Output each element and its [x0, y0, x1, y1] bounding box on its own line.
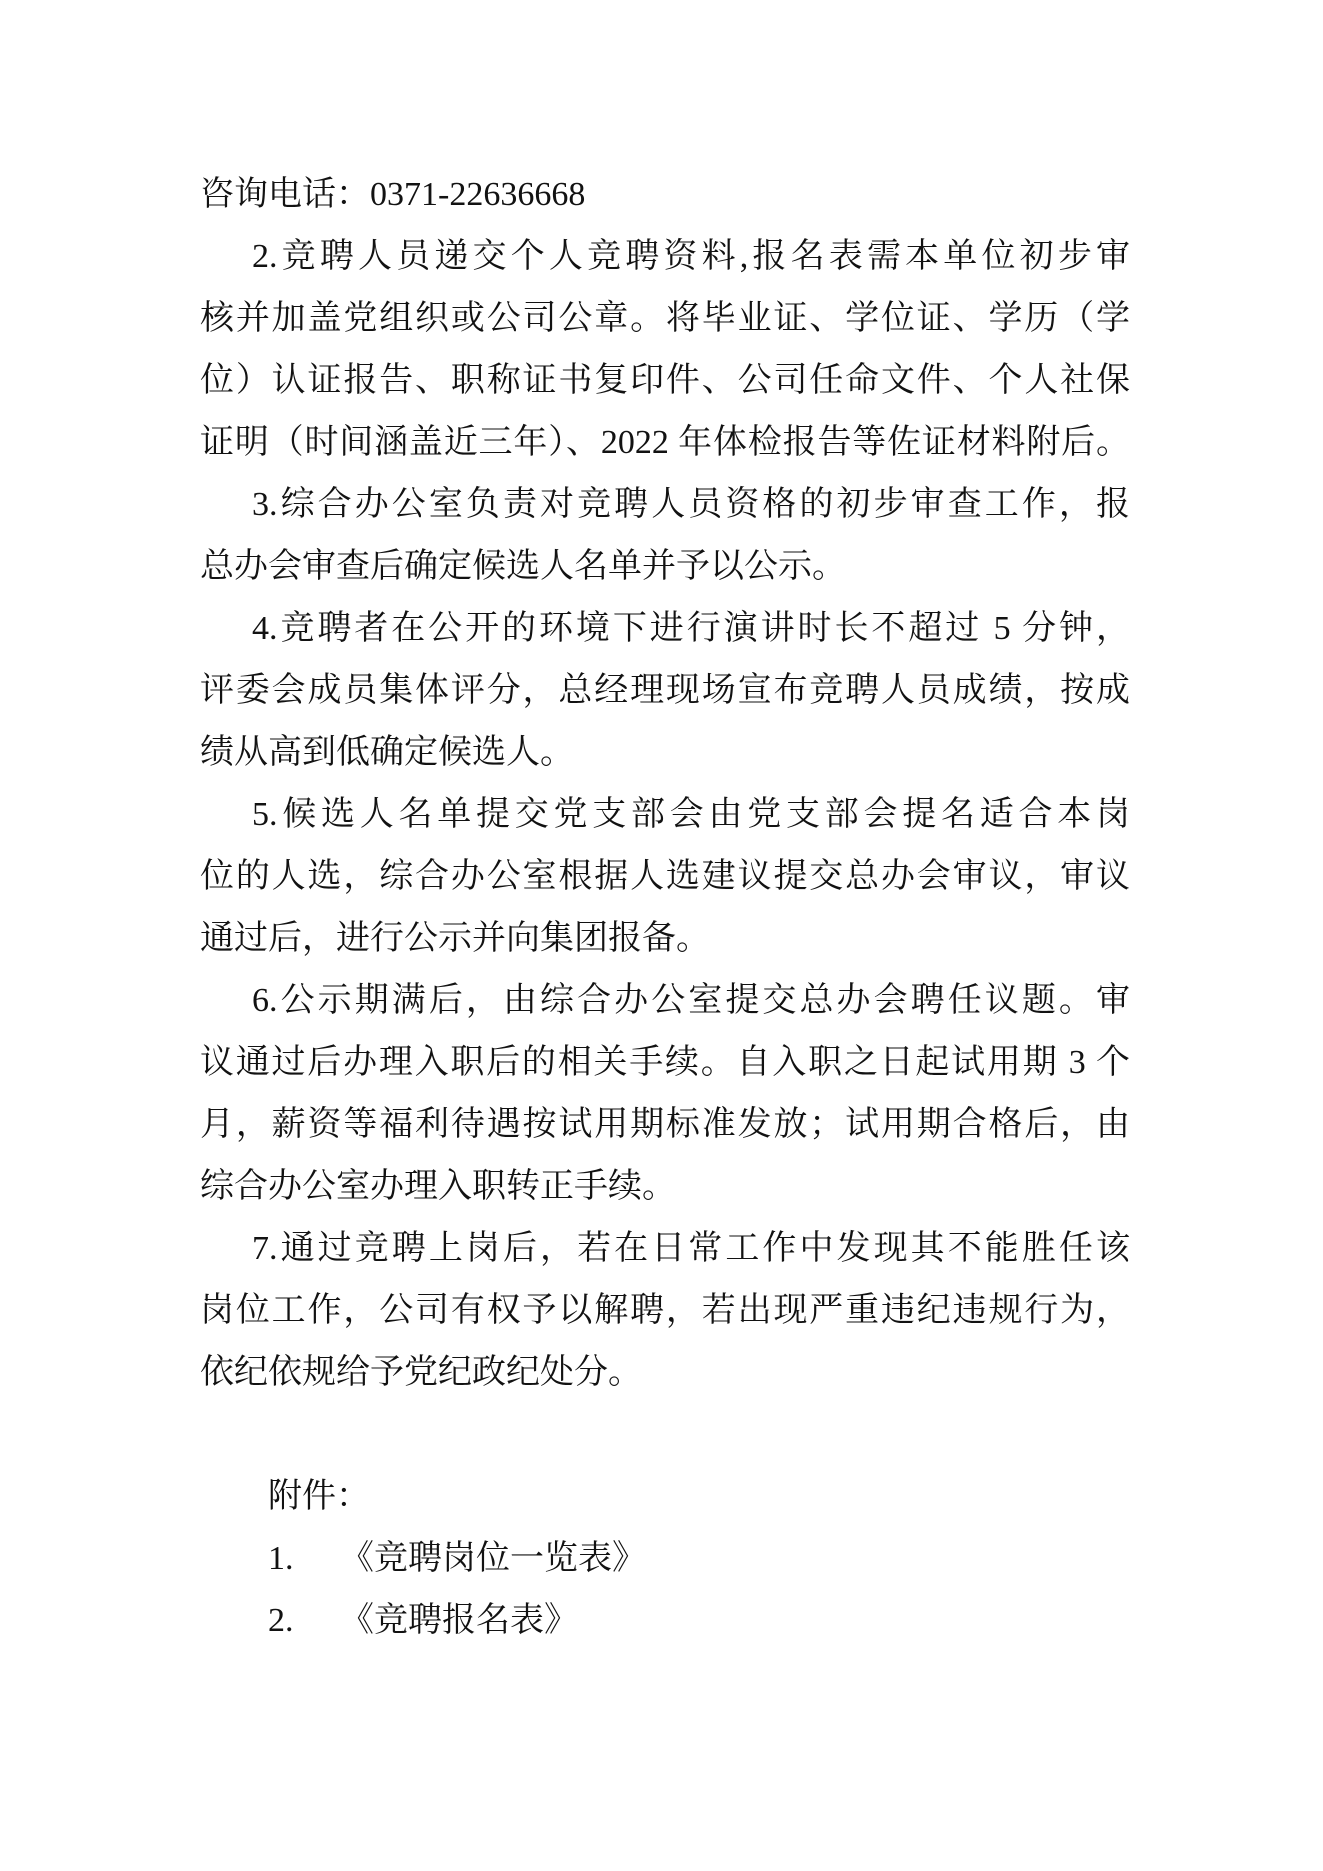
- text-line: 综合办公室办理入职转正手续。: [200, 1168, 676, 1205]
- text-line: 月，薪资等福利待遇按试用期标准发放；试用期合格后，由: [200, 1106, 1130, 1143]
- text-line: 核并加盖党组织或公司公章。将毕业证、学位证、学历（学: [200, 300, 1130, 337]
- text-line: 总办会审查后确定候选人名单并予以公示。: [200, 548, 846, 585]
- text-line: 评委会成员集体评分，总经理现场宣布竞聘人员成绩，按成: [200, 672, 1130, 709]
- text-line: 证明（时间涵盖近三年）、2022 年体检报告等佐证材料附后。: [200, 424, 1130, 461]
- attachments-heading: 附件：: [268, 1478, 370, 1515]
- document-content: [200, 164, 1130, 1652]
- text-line: 绩从高到低确定候选人。: [200, 734, 574, 771]
- blank-line: [200, 1404, 1130, 1466]
- attachments-list: [200, 1528, 1130, 1652]
- attachment-item: [200, 1528, 1130, 1590]
- text-line: 3.综合办公室负责对竞聘人员资格的初步审查工作，报: [252, 486, 1130, 523]
- text-line: 咨询电话：0371-22636668: [200, 176, 586, 213]
- attachment-item: [200, 1590, 1130, 1652]
- text-line: 位）认证报告、职称证书复印件、公司任命文件、个人社保: [200, 362, 1130, 399]
- attachment-title: 《竞聘报名表》: [340, 1602, 578, 1639]
- text-line: 岗位工作，公司有权予以解聘，若出现严重违纪违规行为，: [200, 1292, 1130, 1329]
- attachment-number: 1.: [268, 1540, 294, 1577]
- attachment-title: 《竞聘岗位一览表》: [340, 1540, 646, 1577]
- text-line: 依纪依规给予党纪政纪处分。: [200, 1354, 642, 1391]
- attachment-number: 2.: [268, 1602, 294, 1639]
- text-line: 6.公示期满后，由综合办公室提交总办会聘任议题。审: [252, 982, 1130, 1019]
- attachments-section: [200, 1466, 1130, 1652]
- text-line: 7.通过竞聘上岗后，若在日常工作中发现其不能胜任该: [252, 1230, 1130, 1267]
- text-line: 5.候选人名单提交党支部会由党支部会提名适合本岗: [252, 796, 1130, 833]
- text-line: 位的人选，综合办公室根据人选建议提交总办会审议，审议: [200, 858, 1130, 895]
- text-line: 议通过后办理入职后的相关手续。自入职之日起试用期 3 个: [200, 1044, 1130, 1081]
- text-line: 通过后，进行公示并向集团报备。: [200, 920, 710, 957]
- text-line: 4.竞聘者在公开的环境下进行演讲时长不超过 5 分钟，: [252, 610, 1130, 647]
- document-body: [200, 164, 1130, 1404]
- text-line: 2.竞聘人员递交个人竞聘资料,报名表需本单位初步审: [252, 238, 1130, 275]
